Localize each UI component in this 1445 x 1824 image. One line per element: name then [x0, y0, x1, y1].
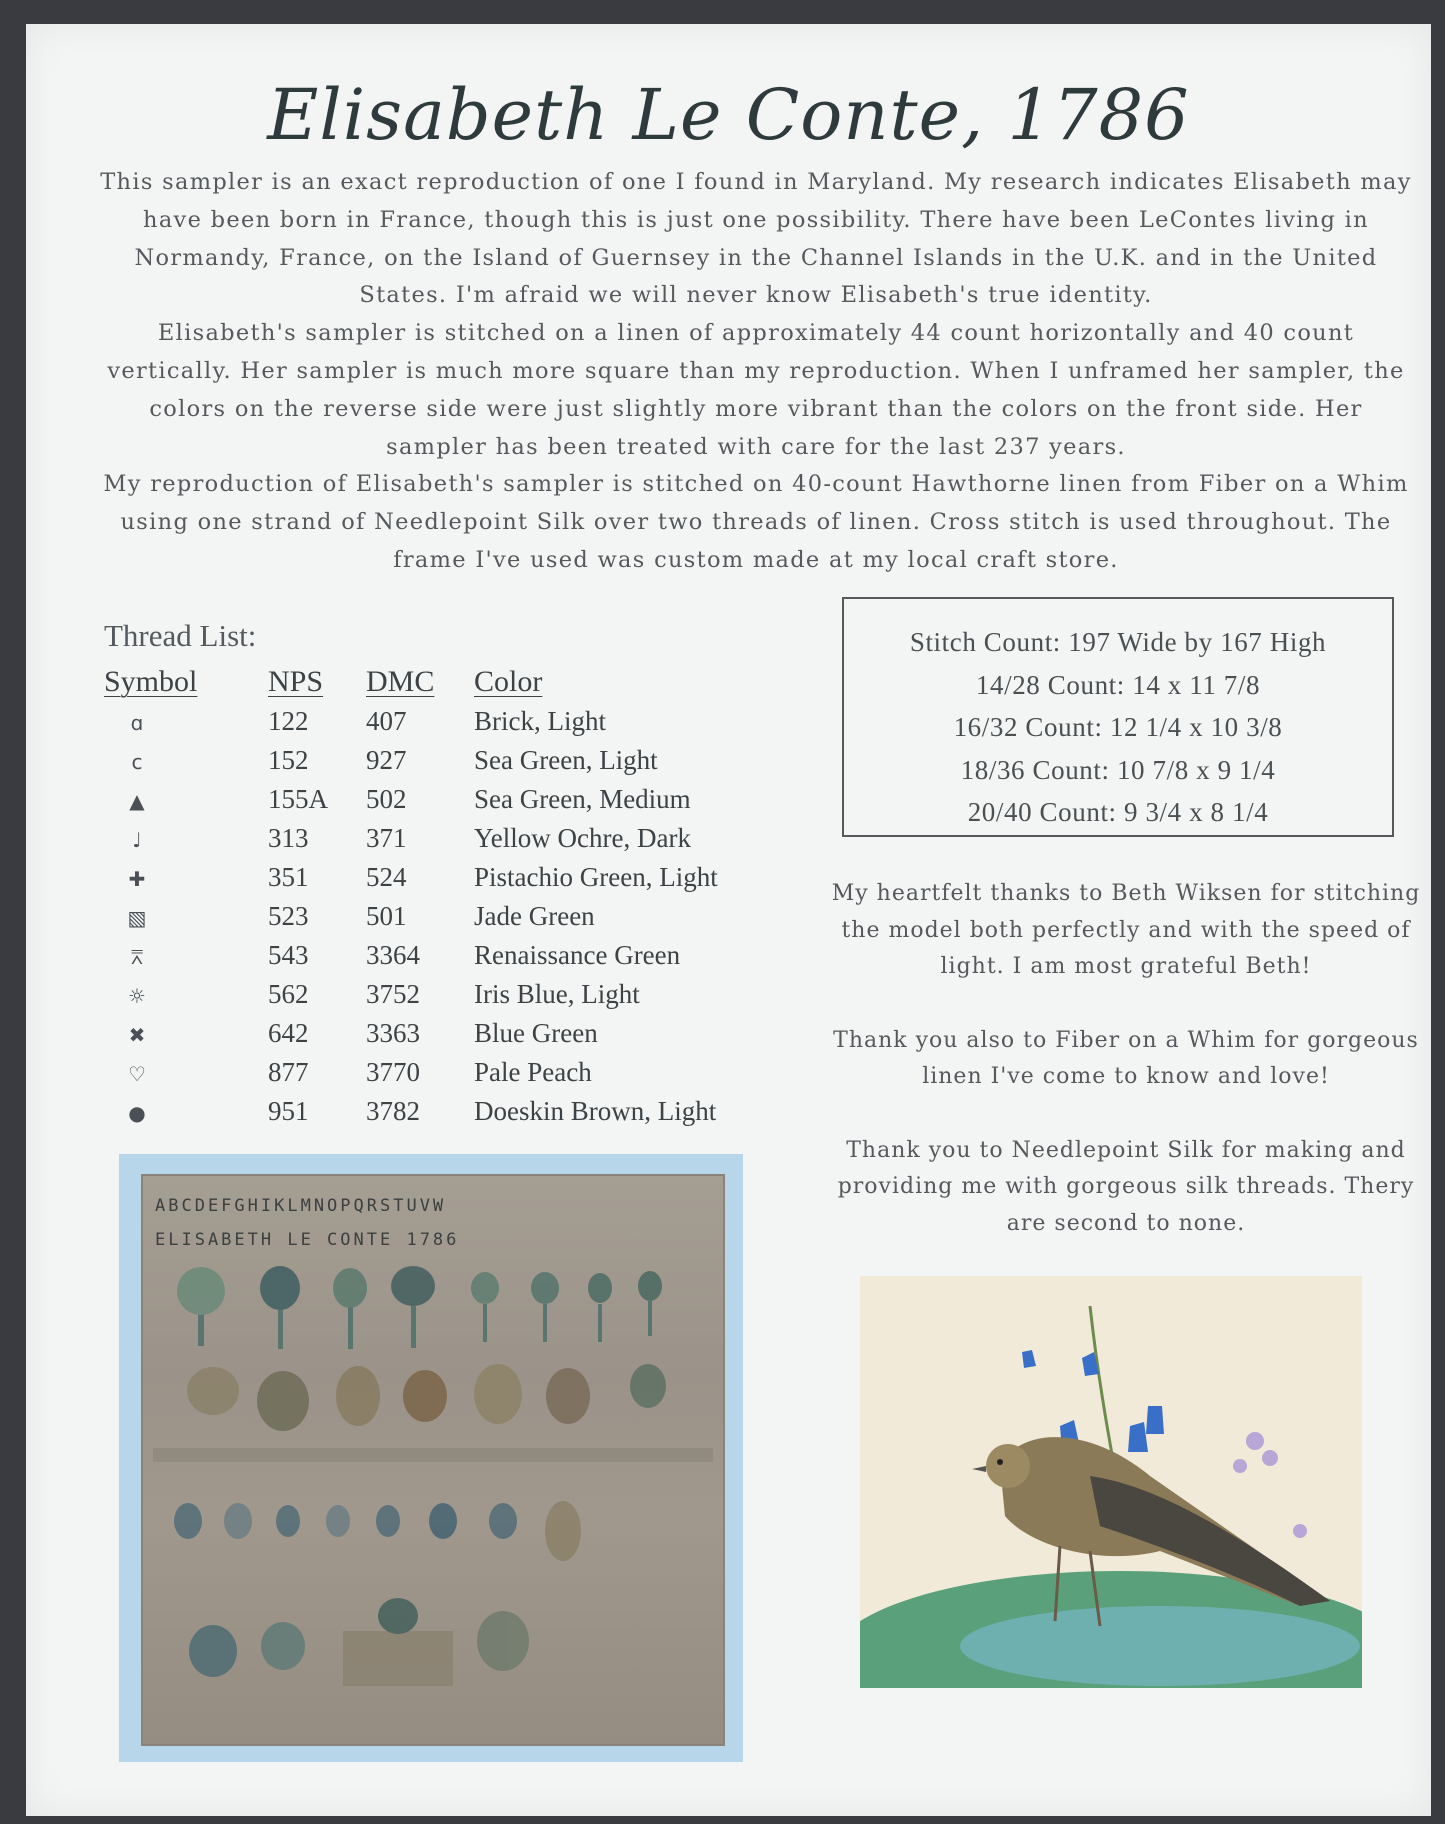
thread-color-cell: Sea Green, Medium: [474, 784, 691, 814]
bird-head: [986, 1444, 1030, 1488]
thread-dmc-cell: 3363: [366, 1018, 420, 1048]
intro-paragraph-3: My reproduction of Elisabeth's sampler is stitched on 40-count Hawthorne linen from Fiber on a Whim using one strand of Needlepoint Silk over two threads of linen. Cross stitch is used throughout. The frame I've used was custom made at my local craft store.: [103, 471, 1409, 573]
thread-symbol-cell: [104, 780, 268, 819]
thread-row: [104, 858, 718, 897]
motif-tulip-icon: [326, 1505, 350, 1537]
sampler-name-row: ELISABETH LE CONTE 1786: [155, 1230, 460, 1250]
thread-list-heading: Thread List:: [104, 618, 257, 653]
motif-flower-icon: [471, 1272, 499, 1342]
spiral-icon: ɑ: [130, 711, 144, 735]
thread-nps-cell: 313: [268, 823, 309, 853]
thanks-fiber-on-a-whim: Thank you also to Fiber on a Whim for gorgeous linen I've come to know and love!: [833, 1027, 1419, 1089]
sampler-linen: [141, 1174, 725, 1746]
thread-nps-cell: 562: [268, 979, 309, 1009]
motif-rose-icon: [336, 1366, 380, 1426]
thread-color-cell: Jade Green: [474, 901, 595, 931]
sampler-motifs: [143, 1176, 723, 1744]
motif-rose-icon: [546, 1368, 590, 1424]
bird-painting: [860, 1276, 1362, 1688]
motif-rose-icon: [187, 1367, 239, 1415]
bluebell-flowers: [1022, 1350, 1164, 1452]
thread-color-cell: Pale Peach: [474, 1057, 592, 1087]
thread-color-cell: Pistachio Green, Light: [474, 862, 718, 892]
motif-tulip-icon: [224, 1503, 252, 1539]
stitch-count-line: Stitch Count: 197 Wide by 167 High: [909, 627, 1327, 657]
triangle-icon: ▲: [129, 789, 145, 813]
thread-symbol-cell: [104, 819, 268, 858]
page-title: Elisabeth Le Conte, 1786: [267, 74, 1190, 156]
motif-flower-icon: [531, 1272, 559, 1342]
intro-text: [96, 164, 1416, 580]
thread-rows: [104, 702, 718, 1131]
thread-color-cell: Yellow Ochre, Dark: [474, 823, 691, 853]
thread-color-cell: Brick, Light: [474, 706, 606, 736]
thread-symbol-cell: [104, 858, 268, 897]
motif-house-icon: [343, 1631, 453, 1686]
motto-band: [153, 1448, 713, 1462]
note-icon: ♩: [132, 828, 142, 852]
motif-flower-icon: [261, 1622, 305, 1670]
thread-dmc-cell: 3770: [366, 1057, 420, 1087]
motif-flower-icon: [638, 1271, 662, 1336]
column-header-dmc: DMC: [366, 665, 435, 698]
thread-symbol-cell: [104, 1053, 268, 1092]
thread-nps-cell: 155A: [268, 784, 328, 814]
tree-icon: ⩞: [130, 945, 144, 969]
thread-list-table: [104, 662, 718, 1131]
thread-table-header: [104, 662, 718, 702]
thread-dmc-cell: 927: [366, 745, 407, 775]
thread-symbol-cell: [104, 1014, 268, 1053]
thanks-needlepoint-silk: Thank you to Needlepoint Silk for making and providing me with gorgeous silk threads. Thery are second to none.: [837, 1137, 1415, 1236]
sun-icon: ☼: [128, 984, 146, 1008]
motif-flower-icon: [588, 1273, 612, 1342]
thread-symbol-cell: [104, 936, 268, 975]
motif-tulip-icon: [376, 1505, 400, 1537]
thread-color-cell: Blue Green: [474, 1018, 598, 1048]
count-16-32: 16/32 Count: 12 1/4 x 10 3/8: [953, 712, 1283, 742]
motif-tulip-icon: [276, 1505, 300, 1537]
thread-dmc-cell: 3364: [366, 940, 420, 970]
thread-row: [104, 741, 718, 780]
motif-tulip-icon: [429, 1503, 457, 1539]
motif-tulip-icon: [174, 1503, 202, 1539]
stitch-count-box: [842, 597, 1394, 837]
motif-rose-icon: [630, 1364, 666, 1408]
thread-dmc-cell: 502: [366, 784, 407, 814]
pattern-sheet: [26, 24, 1431, 1816]
thread-row: [104, 1053, 718, 1092]
thread-row: [104, 897, 718, 936]
column-header-color: Color: [474, 665, 543, 698]
thread-color-cell: Doeskin Brown, Light: [474, 1096, 717, 1126]
thread-dmc-cell: 371: [366, 823, 407, 853]
motif-flower-icon: [260, 1266, 300, 1349]
thread-symbol-cell: [104, 741, 268, 780]
thread-row: [104, 780, 718, 819]
thread-color-cell: Renaissance Green: [474, 940, 681, 970]
motif-tulip-icon: [489, 1503, 517, 1539]
hatched-square-icon: ▧: [127, 906, 147, 930]
motif-tree-icon: [378, 1598, 418, 1634]
thread-dmc-cell: 501: [366, 901, 407, 931]
thread-nps-cell: 523: [268, 901, 309, 931]
motif-rose-icon: [474, 1364, 522, 1424]
violet-flowers: [1233, 1432, 1307, 1538]
sampler-photo: [119, 1154, 743, 1762]
thread-row: [104, 702, 718, 741]
count-18-36: 18/36 Count: 10 7/8 x 9 1/4: [960, 754, 1276, 785]
thread-nps-cell: 351: [268, 862, 309, 892]
motif-rose-icon: [403, 1370, 447, 1422]
motif-flower-icon: [189, 1625, 237, 1677]
count-20-40: 20/40 Count: 9 3/4 x 8 1/4: [967, 797, 1269, 827]
thread-row: [104, 1014, 718, 1053]
motif-rose-icon: [257, 1371, 309, 1431]
thread-nps-cell: 642: [268, 1018, 309, 1048]
thread-row: [104, 936, 718, 975]
thread-nps-cell: 543: [268, 940, 309, 970]
thread-symbol-cell: [104, 897, 268, 936]
thread-color-cell: Iris Blue, Light: [474, 979, 640, 1009]
thread-nps-cell: 951: [268, 1096, 309, 1126]
thread-symbol-cell: [104, 975, 268, 1014]
count-14-28: 14/28 Count: 14 x 11 7/8: [975, 669, 1261, 700]
motif-basket-icon: [477, 1611, 529, 1671]
sampler-alphabet-row: ABCDEFGHIKLMNOPQRSTUVW: [155, 1196, 447, 1216]
thread-symbol-cell: [104, 702, 268, 741]
c-icon: c: [131, 750, 143, 774]
thread-symbol-cell: [104, 1092, 268, 1131]
thread-color-cell: Sea Green, Light: [474, 745, 658, 775]
heart-icon: ♡: [128, 1062, 146, 1086]
thanks-beth: My heartfelt thanks to Beth Wiksen for stitching the model both perfectly and with the speed of light. I am most grateful Beth!: [831, 881, 1421, 979]
intro-paragraph-2: Elisabeth's sampler is stitched on a linen of approximately 44 count horizontally and 40 count vertically. Her sampler is much more square than my reproduction. When I unframed her sampler, the colors on the reverse side were just slightly more vibrant than the colors on the front side. Her sampler has been treated with care for the last 237 years.: [107, 320, 1405, 460]
thread-dmc-cell: 524: [366, 862, 407, 892]
thread-row: [104, 1092, 718, 1131]
x-icon: ✖: [128, 1023, 146, 1047]
column-header-nps: NPS: [268, 665, 324, 698]
thread-dmc-cell: 407: [366, 706, 407, 736]
intro-paragraph-1: This sampler is an exact reproduction of one I found in Maryland. My research indicates Elisabeth may have been born in France, though this is just one possibility. There have been LeContes living in Normandy, France, on the Island of Guernsey in the Channel Islands in the U.K. and in the United States. I'm afraid we will never know Elisabeth's true identity.: [100, 169, 1412, 309]
motif-tree-icon: [177, 1267, 225, 1346]
thread-nps-cell: 152: [268, 745, 309, 775]
column-header-symbol: Symbol: [104, 665, 198, 698]
motif-basket-icon: [545, 1501, 581, 1561]
plus-icon: ✚: [128, 867, 146, 891]
motif-flower-icon: [391, 1266, 435, 1348]
thread-row: [104, 819, 718, 858]
thread-nps-cell: 122: [268, 706, 309, 736]
bird-illustration: [860, 1276, 1362, 1688]
thread-row: [104, 975, 718, 1014]
thread-dmc-cell: 3782: [366, 1096, 420, 1126]
dot-icon: ●: [128, 1101, 146, 1125]
thread-nps-cell: 877: [268, 1057, 309, 1087]
thread-dmc-cell: 3752: [366, 979, 420, 1009]
acknowledgements: [826, 876, 1426, 1279]
motif-flower-icon: [333, 1268, 367, 1349]
